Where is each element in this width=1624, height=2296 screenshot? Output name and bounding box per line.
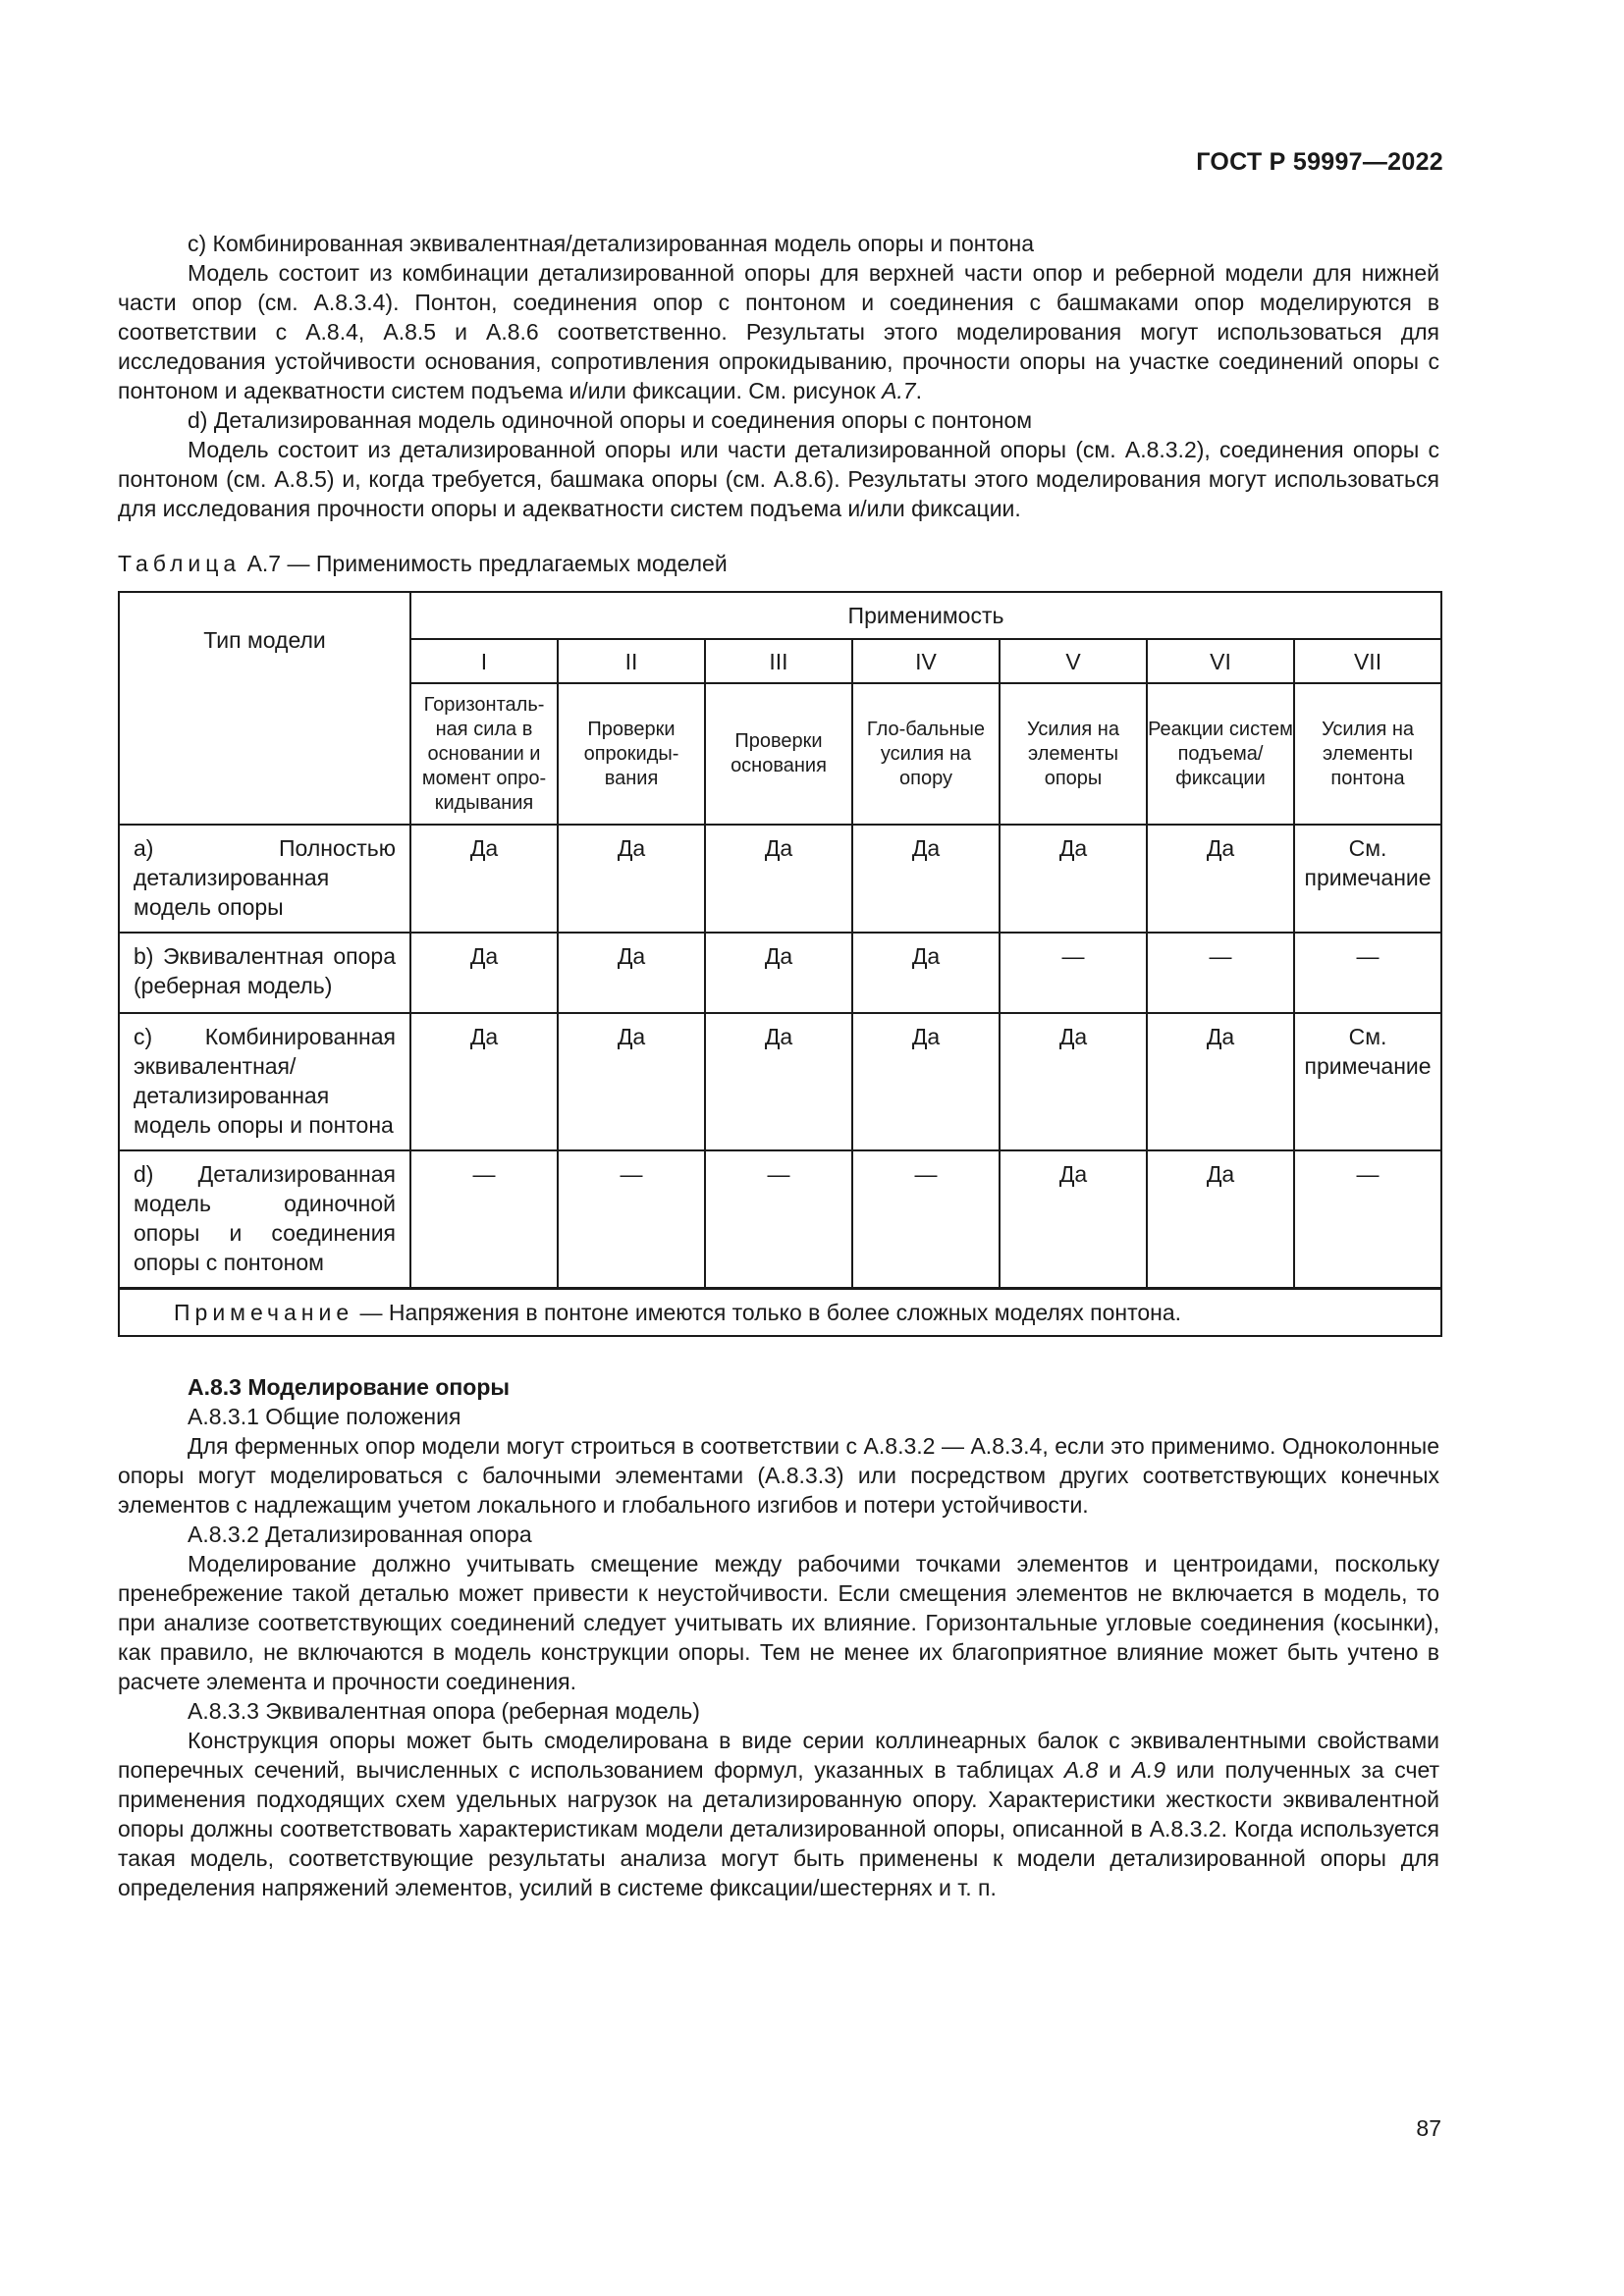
figure-reference: А.7 (882, 378, 916, 403)
table-cell: Да (558, 1013, 705, 1150)
header-col-description: Реакции систем подъема/ фиксации (1147, 683, 1294, 825)
table-cell: Да (705, 1013, 852, 1150)
table-cell: Да (705, 825, 852, 933)
paragraph-c-body: Модель состоит из комбинации детализированной опоры для верхней части опор и реберной модели для нижней части опор (см. А.8.3.4). Понтон, соединения опор с понтоном и соединения с башмаками опор моделируются в соответствии с А.8.4, А.8.5 и А.8.6 соответственно. Результаты этого моделирования могут использоваться для исследования устойчивости основания, сопротивления опрокидыванию, прочности опоры на участке соединений опоры с понтоном и адекватности систем подъема и/или фиксации. См. рисунок А.7. (118, 260, 1439, 403)
table-cell: — (1294, 1150, 1441, 1288)
table-cell: См. примечание (1294, 825, 1441, 933)
table-row (119, 825, 1441, 933)
paragraph-c-text: Модель состоит из комбинации детализированной опоры для верхней части опор и реберной модели для нижней части опор (см. А.8.3.4). Понтон, соединения опор с понтоном и соединения с башмаками опор моделируются в соответствии с А.8.4, А.8.5 и А.8.6 соответственно. Результаты этого моделирования могут использоваться для исследования устойчивости основания, сопротивления опрокидыванию, прочности опоры на участке соединений опоры с понтоном и адекватности систем подъема и/или фиксации. См. рисунок (118, 260, 1439, 403)
subsection-text-part: Конструкция опоры может быть смоделирована в виде серии коллинеарных балок с эквивалентными свойствами поперечных сечений, вычисленных с использованием формул, указанных в таблицах (118, 1728, 1439, 1783)
table-cell: — (1294, 933, 1441, 1013)
table-cell: Да (1000, 825, 1147, 933)
table-cell: Да (1147, 1150, 1294, 1288)
paragraph-d-title: d) Детализированная модель одиночной опоры и соединения опоры с понтоном (188, 407, 1033, 433)
header-col-description: Проверки основания (705, 683, 852, 825)
subsection-title: А.8.3.2 Детализированная опора (188, 1522, 532, 1547)
intro-text (118, 229, 1439, 523)
table-row (119, 1150, 1441, 1288)
page-number: 87 (1416, 2115, 1441, 2141)
section-heading: А.8.3 Моделирование опоры (188, 1374, 511, 1400)
table-caption (118, 549, 728, 578)
table-cell: Да (852, 933, 1000, 1013)
table-cell: — (558, 1150, 705, 1288)
header-col-description: Усилия на элементы опоры (1000, 683, 1147, 825)
paragraph-c-title: c) Комбинированная эквивалентная/детализированная модель опоры и понтона (188, 231, 1035, 256)
header-col-description: Горизонталь-ная сила в основании и момент опро-кидывания (410, 683, 558, 825)
table-note-row (119, 1288, 1441, 1336)
subsection-title: А.8.3.1 Общие положения (188, 1404, 461, 1429)
subsection-body: Для ферменных опор модели могут строиться в соответствии с А.8.3.2 — А.8.3.4, если это применимо. Одноколонные опоры могут моделироваться с балочными элементами (А.8.3.3) или посредством других соответствующих конечных элементов с надлежащим учетом локального и глобального изгибов и потери устойчивости. (118, 1433, 1439, 1518)
table-row (119, 1013, 1441, 1150)
header-col-description: Гло-бальные усилия на опору (852, 683, 1000, 825)
conjunction: и (1109, 1757, 1121, 1783)
table-note (119, 1288, 1441, 1336)
table-cell: Да (1147, 825, 1294, 933)
table-cell: Да (410, 825, 558, 933)
row-label: a) Полностью детализированная модель опоры (119, 825, 410, 933)
header-col-number: V (1000, 639, 1147, 683)
note-text: — Напряжения в понтоне имеются только в более сложных моделях понтона. (359, 1299, 1182, 1325)
subsection-text-part: или полученных за счет применения подходящих схем удельных нагрузок на детализированную опору. Характеристики жесткости эквивалентной опоры должны соответствовать характеристикам модели детализированной опоры, описанной в А.8.3.2. Когда используется такая модель, соответствующие результаты анализа могут быть применены к модели детализированной опоры для определения напряжений элементов, усилий в системе фиксации/шестернях и т. п. (118, 1757, 1440, 1900)
table-cell: Да (852, 1013, 1000, 1150)
row-label: d) Детализированная модель одиночной опоры и соединения опоры с понтоном (119, 1150, 410, 1288)
header-col-description: Проверки опрокиды-вания (558, 683, 705, 825)
table-cell: — (705, 1150, 852, 1288)
header-col-description: Усилия на элементы понтона (1294, 683, 1441, 825)
table-reference: А.8 (1063, 1757, 1099, 1783)
table-cell: — (852, 1150, 1000, 1288)
row-label: b) Эквивалентная опора (реберная модель) (119, 933, 410, 1013)
header-col-number: II (558, 639, 705, 683)
subsection-body (118, 1726, 1439, 1902)
document-standard-number: ГОСТ Р 59997—2022 (1196, 148, 1443, 176)
table-cell: — (1147, 933, 1294, 1013)
header-col-number: III (705, 639, 852, 683)
header-model-type: Тип модели (119, 592, 410, 825)
note-label: Примечание (174, 1299, 354, 1325)
table-caption-prefix: Таблица (118, 551, 242, 576)
table-cell: Да (1000, 1013, 1147, 1150)
header-col-number: VI (1147, 639, 1294, 683)
subsection-title: А.8.3.3 Эквивалентная опора (реберная модель) (188, 1698, 700, 1724)
paragraph-d-body: Модель состоит из детализированной опоры или части детализированной опоры (см. А.8.3.2), соединения опоры с понтоном (см. А.8.5) и, когда требуется, башмака опоры (см. А.8.6). Результаты этого моделирования могут использоваться для исследования прочности опоры и адекватности систем подъема и/или фиксации. (118, 437, 1439, 521)
table-cell: Да (558, 933, 705, 1013)
table-cell: Да (1147, 1013, 1294, 1150)
table-cell: См. примечание (1294, 1013, 1441, 1150)
section-text (118, 1372, 1439, 1902)
header-col-number: VII (1294, 639, 1441, 683)
header-applicability: Применимость (410, 592, 1441, 639)
header-col-number: I (410, 639, 558, 683)
table-cell: Да (852, 825, 1000, 933)
table-reference: А.9 (1131, 1757, 1166, 1783)
applicability-table (118, 591, 1442, 1337)
table-cell: Да (705, 933, 852, 1013)
row-label: c) Комбинированная эквивалентная/детализированная модель опоры и понтона (119, 1013, 410, 1150)
table-cell: Да (558, 825, 705, 933)
table-cell: Да (410, 1013, 558, 1150)
table-row (119, 933, 1441, 1013)
header-col-number: IV (852, 639, 1000, 683)
subsection-body: Моделирование должно учитывать смещение между рабочими точками элементов и центроидами, поскольку пренебрежение такой деталью может привести к неустойчивости. Если смещения элементов не включается в модель, то при анализе соответствующих соединений следует учитывать их влияние. Горизонтальные угловые соединения (косынки), как правило, не включаются в модель конструкции опоры. Тем не менее их благоприятное влияние может быть учтено в расчете элемента и прочности соединения. (118, 1551, 1439, 1694)
table-cell: Да (1000, 1150, 1147, 1288)
table-caption-text: А.7 — Применимость предлагаемых моделей (246, 551, 728, 576)
table-cell: — (410, 1150, 558, 1288)
table-cell: — (1000, 933, 1147, 1013)
table-cell: Да (410, 933, 558, 1013)
